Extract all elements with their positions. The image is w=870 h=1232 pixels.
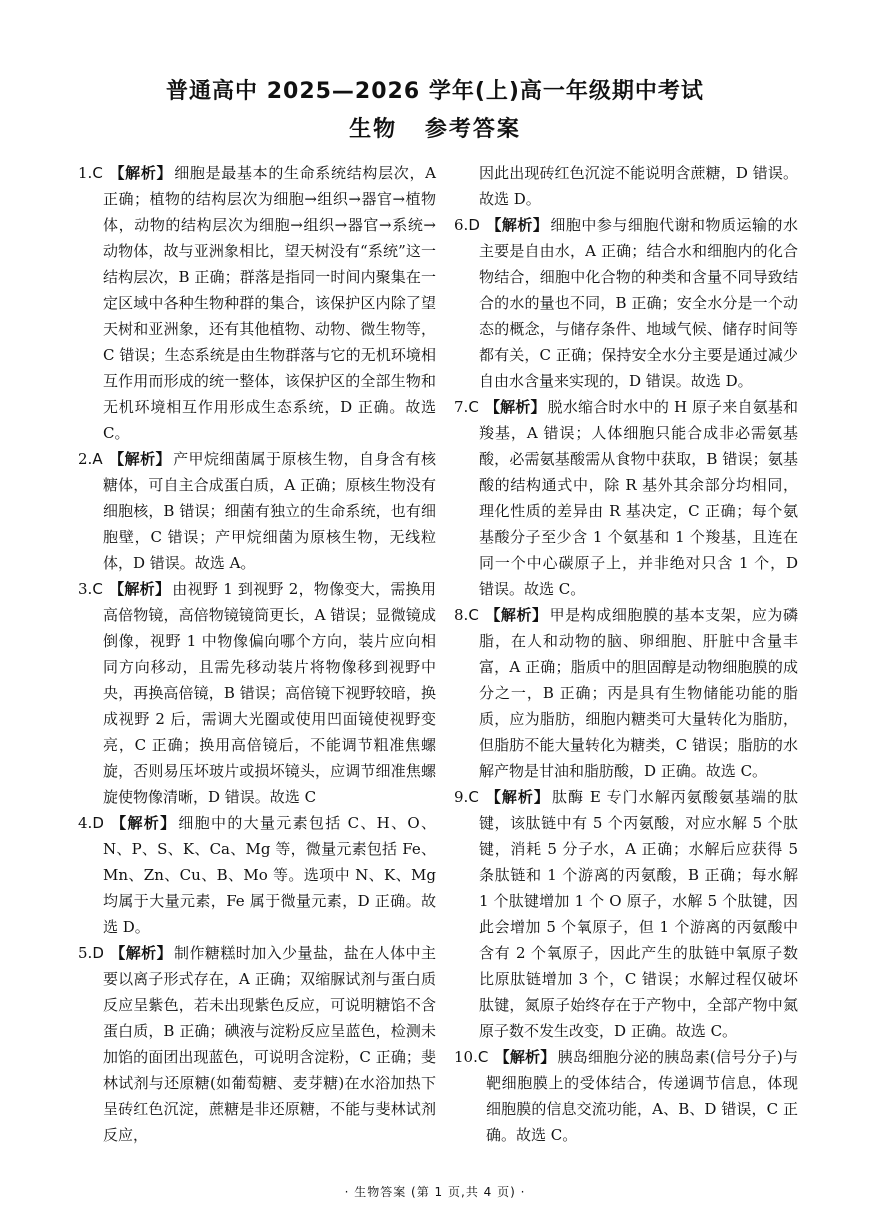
question-number: 1.	[78, 164, 93, 182]
answer-letter: C	[477, 1048, 489, 1066]
question-number: 4.	[78, 814, 93, 832]
question-number: 5.	[78, 944, 93, 962]
page-footer: · 生物答案 (第 1 页,共 4 页) ·	[344, 1185, 526, 1199]
question-number: 2.	[78, 450, 93, 468]
question-item	[454, 212, 798, 394]
analysis-text: 产甲烷细菌属于原核生物，自身含有核糖体，可自主合成蛋白质，A 正确；原核生物没有细胞核，B 错误；细菌有独立的生命系统，也有细胞壁，C 错误；产甲烷细菌为原核生物，无线粒体，D 错误。故选 A。	[103, 450, 436, 572]
right-column	[454, 160, 798, 1144]
question-number: 7.	[454, 398, 469, 416]
page-subtitle: 生物 参考答案	[349, 117, 521, 142]
analysis-text: 细胞中参与细胞代谢和物质运输的水主要是自由水，A 正确；结合水和细胞内的化合物结合，细胞中化合物的种类和含量不同导致结合的水的量也不同，B 正确；安全水分是一个动态的概念，与储存条件、地域气候、储存时间等都有关，C 正确；保持安全水分主要是通过减少自由水含量来实现的，D 错误。故选 D。	[479, 216, 798, 390]
left-column	[78, 160, 436, 1144]
answer-letter: C	[92, 164, 103, 182]
analysis-tag: 【解析】	[109, 944, 173, 962]
analysis-text: 细胞中的大量元素包括 C、H、O、N、P、S、K、Ca、Mg 等，微量元素包括 Fe、Mn、Zn、Cu、B、Mo 等。选项中 N、K、Mg 均属于大量元素，Fe 属于微量元素，D 正确。故选 D。	[103, 814, 436, 936]
answer-letter: A	[92, 450, 103, 468]
question-item	[78, 576, 436, 810]
question-number: 9.	[454, 788, 469, 806]
analysis-tag: 【解析】	[494, 1048, 556, 1066]
analysis-tag: 【解析】	[108, 164, 173, 182]
question-item	[78, 940, 436, 1148]
answer-letter: D	[92, 814, 104, 832]
analysis-tag: 【解析】	[108, 580, 171, 598]
question-item	[454, 1044, 798, 1148]
answer-letter: C	[468, 398, 479, 416]
analysis-text: 由视野 1 到视野 2，物像变大，需换用高倍物镜，高倍物镜镜筒更长，A 错误；显微镜成倒像，视野 1 中物像偏向哪个方向，装片应向相同方向移动，且需先移动装片将物像移到视野中央，再换高倍镜，B 错误；高倍镜下视野较暗，换成视野 2 后，需调大光圈或使用凹面镜使视野变亮，C 正确；换用高倍镜后，不能调节粗准焦螺旋，否则易压坏玻片或损坏镜头，应调节细准焦螺旋使物像清晰，D 错误。故选 C	[103, 580, 436, 806]
analysis-text: 因此出现砖红色沉淀不能说明含蔗糖，D 错误。故选 D。	[479, 164, 798, 208]
answer-letter: D	[468, 216, 480, 234]
question-continuation	[454, 160, 798, 212]
analysis-text: 甲是构成细胞膜的基本支架，应为磷脂，在人和动物的脑、卵细胞、肝脏中含量丰富，A 正确；脂质中的胆固醇是动物细胞膜的成分之一，B 正确；丙是具有生物储能功能的脂质，应为脂肪，细胞内糖类可大量转化为脂肪，但脂肪不能大量转化为糖类，C 错误；脂肪的水解产物是甘油和脂肪酸，D 正确。故选 C。	[479, 606, 798, 780]
analysis-tag: 【解析】	[108, 450, 172, 468]
analysis-text: 制作糖糕时加入少量盐，盐在人体中主要以离子形式存在，A 正确；双缩脲试剂与蛋白质反应呈紫色，若未出现紫色反应，可说明糖馅不含蛋白质，B 正确；碘液与淀粉反应呈蓝色，检测未加馅的面团出现蓝色，可说明含淀粉，C 正确；斐林试剂与还原糖(如葡萄糖、麦芽糖)在水浴加热下呈砖红色沉淀，蔗糖是非还原糖，不能与斐林试剂反应，	[103, 944, 436, 1144]
analysis-tag: 【解析】	[109, 814, 177, 832]
question-item	[454, 784, 798, 1044]
analysis-text: 细胞是最基本的生命系统结构层次，A 正确；植物的结构层次为细胞→组织→器官→植物体，动物的结构层次为细胞→组织→器官→系统→动物体，故与亚洲象相比，望天树没有“系统”这一结构层次，B 正确；群落是指同一时间内聚集在一定区域中各种生物种群的集合，该保护区内除了望天树和亚洲象，还有其他植物、动物、微生物等，C 错误；生态系统是由生物群落与它的无机环境相互作用而形成的统一整体，该保护区的全部生物和无机环境相互作用形成生态系统，D 正确。故选 C。	[103, 164, 436, 442]
analysis-tag: 【解析】	[485, 216, 549, 234]
analysis-tag: 【解析】	[484, 398, 546, 416]
answer-letter: C	[468, 606, 479, 624]
question-number: 8.	[454, 606, 469, 624]
question-item	[454, 394, 798, 602]
question-number: 10.	[454, 1048, 478, 1066]
analysis-text: 肽酶 E 专门水解丙氨酸氨基端的肽键，该肽链中有 5 个丙氨酸，对应水解 5 个肽键，消耗 5 分子水，A 正确；水解后应获得 5 条肽链和 1 个游离的丙氨酸，B 正确；每水解 1 个肽键增加 1 个 O 原子，水解 5 个肽键，因此会增加 5 个氧原子，但 1 个游离的丙氨酸中含有 2 个氧原子，因此产生的肽链中氧原子数比原肽链增加 3 个，C 错误；水解过程仅破坏肽键，氮原子始终存在于产物中，全部产物中氮原子数不发生改变，D 正确。故选 C。	[479, 788, 798, 1040]
question-item	[78, 160, 436, 446]
question-number: 3.	[78, 580, 93, 598]
analysis-text: 脱水缩合时水中的 H 原子来自氨基和羧基，A 错误；人体细胞只能合成非必需氨基酸，必需氨基酸需从食物中获取，B 错误；氨基酸的结构通式中，除 R 基外其余部分均相同，理化性质的差异由 R 基决定，C 正确；每个氨基酸分子至少含 1 个氨基和 1 个羧基，且连在同一个中心碳原子上，并非绝对只含 1 个，D 错误。故选 C。	[479, 398, 798, 598]
question-item	[78, 810, 436, 940]
analysis-tag: 【解析】	[484, 606, 548, 624]
answer-letter: D	[92, 944, 104, 962]
analysis-text: 胰岛细胞分泌的胰岛素(信号分子)与靶细胞膜上的受体结合，传递调节信息，体现细胞膜的信息交流功能，A、B、D 错误，C 正确。故选 C。	[486, 1048, 798, 1144]
page-title: 普通高中 2025—2026 学年(上)高一年级期中考试	[166, 79, 704, 104]
analysis-tag: 【解析】	[484, 788, 550, 806]
question-number: 6.	[454, 216, 469, 234]
answer-letter: C	[468, 788, 479, 806]
question-item	[454, 602, 798, 784]
question-item	[78, 446, 436, 576]
answer-letter: C	[92, 580, 103, 598]
